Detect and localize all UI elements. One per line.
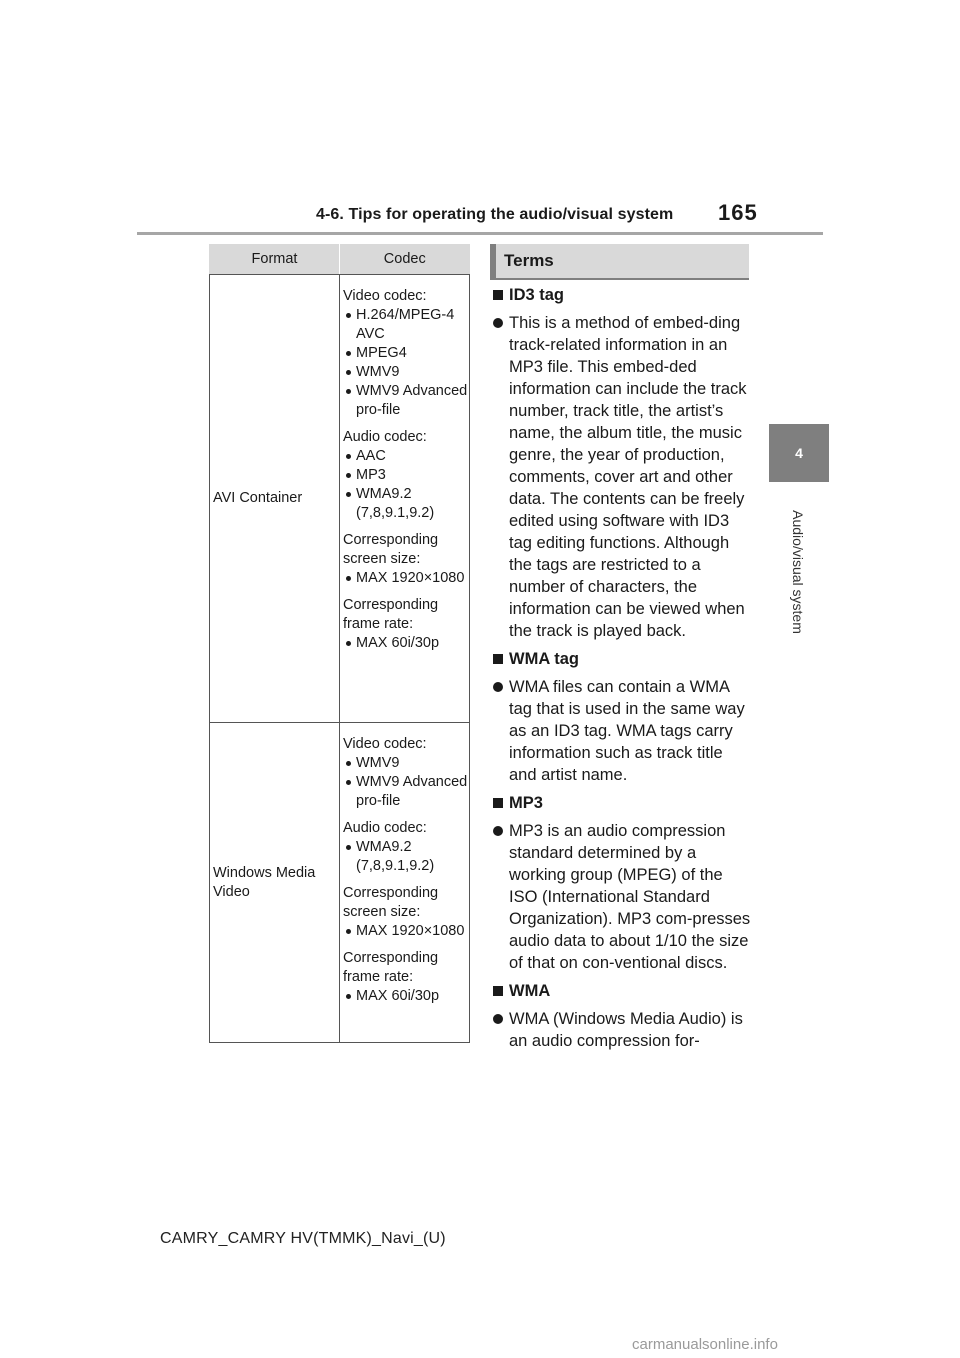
table-header-row: [210, 244, 470, 275]
list-item: MPEG4: [343, 344, 469, 363]
term-heading: ID3 tag: [492, 284, 752, 306]
term-heading: WMA: [492, 980, 752, 1002]
codec-cell: [340, 275, 470, 723]
codec-group-audio: [343, 819, 469, 876]
term-heading: MP3: [492, 792, 752, 814]
codec-group-label: Audio codec:: [343, 820, 427, 836]
term-description: MP3 is an audio compression standard determined by a working group (MPEG) of the ISO (International Standard Organization). MP3 com-presses audio data to about 1/10 the size of that on con-ventional discs.: [492, 820, 752, 974]
term-description: WMA files can contain a WMA tag that is used in the same way as an ID3 tag. WMA tags carry information such as track title and artist name.: [492, 676, 752, 786]
codec-cell: [340, 723, 470, 1043]
chapter-tab: [769, 424, 829, 482]
list-item: AAC: [343, 447, 469, 466]
list-item: MAX 1920×1080: [343, 922, 469, 941]
codec-group-label: Video codec:: [343, 288, 427, 304]
page-number: 165: [718, 200, 758, 225]
table-header-codec: Codec: [340, 244, 470, 275]
chapter-label: Audio/visual system: [790, 510, 806, 634]
term-wma-tag: [492, 648, 752, 786]
term-wma: [492, 980, 752, 1052]
codec-group-label: Video codec:: [343, 736, 427, 752]
term-mp3: [492, 792, 752, 974]
terms-heading-box: [490, 244, 749, 278]
codec-group-video: [343, 735, 469, 811]
footer-model-code: CAMRY_CAMRY HV(TMMK)_Navi_(U): [160, 1230, 446, 1247]
chapter-number: 4: [795, 445, 803, 461]
table-row: [210, 275, 470, 723]
format-cell: AVI Container: [210, 275, 340, 723]
list-item: WMA9.2 (7,8,9.1,9.2): [343, 838, 469, 876]
terms-title: Terms: [504, 251, 554, 270]
term-description: WMA (Windows Media Audio) is an audio compression for-: [492, 1008, 752, 1052]
list-item: MAX 60i/30p: [343, 634, 469, 653]
table-row: [210, 723, 470, 1043]
terms-list: [492, 284, 752, 1058]
codec-group-screen-size: [343, 531, 469, 588]
codec-group-label: Corresponding screen size:: [343, 532, 439, 567]
list-item: WMV9: [343, 754, 469, 773]
list-item: WMV9 Advanced pro-file: [343, 382, 469, 420]
list-item: WMV9: [343, 363, 469, 382]
codec-group-frame-rate: [343, 949, 469, 1006]
codec-group-frame-rate: [343, 596, 469, 653]
codec-group-label: Audio codec:: [343, 429, 427, 445]
section-title: 4-6. Tips for operating the audio/visual system: [316, 206, 674, 223]
list-item: MAX 1920×1080: [343, 569, 469, 588]
codec-group-label: Corresponding frame rate:: [343, 597, 439, 632]
list-item: WMV9 Advanced pro-file: [343, 773, 469, 811]
chapter-side-label: [786, 492, 810, 652]
format-cell: Windows Media Video: [210, 723, 340, 1043]
codec-group-audio: [343, 428, 469, 523]
list-item: MAX 60i/30p: [343, 987, 469, 1006]
codec-group-video: [343, 287, 469, 420]
codec-group-label: Corresponding frame rate:: [343, 950, 439, 985]
term-heading: WMA tag: [492, 648, 752, 670]
table-header-format: Format: [210, 244, 340, 275]
header-divider: [137, 232, 823, 235]
list-item: MP3: [343, 466, 469, 485]
list-item: WMA9.2 (7,8,9.1,9.2): [343, 485, 469, 523]
term-description: This is a method of embed-ding track-related information in an MP3 file. This embed-ded information can include the track number, track title, the artist’s name, the album title, the music genre, the year of production, comments, cover art and other data. The contents can be freely edited using software with ID3 tag editing functions. Although the tags are restricted to a number of characters, the information can be viewed when the track is played back.: [492, 312, 752, 642]
term-id3-tag: [492, 284, 752, 642]
watermark: carmanualsonline.info: [632, 1336, 778, 1353]
codec-group-label: Corresponding screen size:: [343, 885, 439, 920]
list-item: H.264/MPEG-4 AVC: [343, 306, 469, 344]
format-codec-table: [209, 244, 470, 1043]
codec-group-screen-size: [343, 884, 469, 941]
